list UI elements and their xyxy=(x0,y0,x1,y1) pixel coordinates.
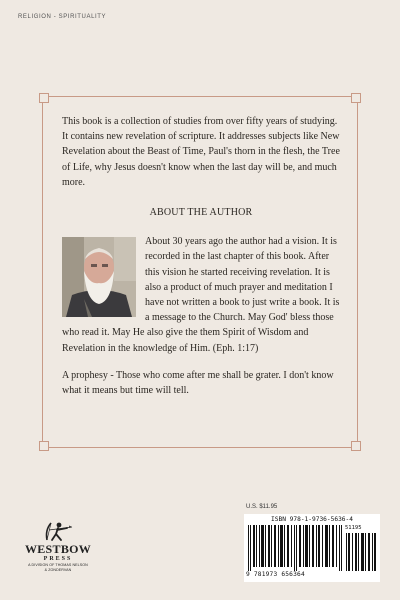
prophesy-text: A prophesy - Those who come after me shall be grater. I don't know what it means but time will tell. xyxy=(62,369,334,397)
publisher-press: PRESS xyxy=(43,556,73,562)
publisher-division: A DIVISION OF THOMAS NELSON xyxy=(28,563,88,567)
back-cover-text xyxy=(62,114,340,398)
publisher-logo xyxy=(18,520,98,573)
book-description: This book is a collection of studies from over fifty years of studying. It contains new revelation of scripture. It addresses subjects like New Revelation about the Beast of Time, Paul's thorn in the flesh, the Tree of Life, why Jesus doesn't know when the last day will be, and much more. xyxy=(62,116,340,188)
publisher-division: & ZONDERVAN xyxy=(44,568,72,572)
barcode-bars xyxy=(248,525,344,571)
barcode-addon-number: 51195 xyxy=(345,525,362,531)
barcode-digits: 9 781973 656364 xyxy=(246,571,305,578)
archer-icon xyxy=(41,520,75,542)
isbn-number: ISBN 978-1-9736-5636-4 xyxy=(271,516,353,523)
about-author-heading: ABOUT THE AUTHOR xyxy=(149,207,253,219)
frame-corner xyxy=(351,441,361,451)
barcode-addon-bars xyxy=(346,533,376,571)
frame-corner xyxy=(39,441,49,451)
price-label: U.S. $11.95 xyxy=(246,504,278,510)
author-section xyxy=(62,234,340,356)
frame-corner xyxy=(351,93,361,103)
author-photo xyxy=(62,237,136,317)
author-bio: About 30 years ago the author had a vision. It is recorded in the last chapter of this book. After this vision he started receiving revelation. It is also a product of much prayer and meditation I have not written a book to just write a book. It is a message to the Church. May God' bless those who read it. May He also give the them Spirit of Wisdom and Revelation in the knowledge of Him. (Eph. 1:17) xyxy=(62,236,340,354)
isbn-barcode xyxy=(244,514,380,582)
frame-corner xyxy=(39,93,49,103)
category-label: RELIGION - SPIRITUALITY xyxy=(18,14,107,20)
publisher-name: WESTBOW xyxy=(24,542,92,556)
